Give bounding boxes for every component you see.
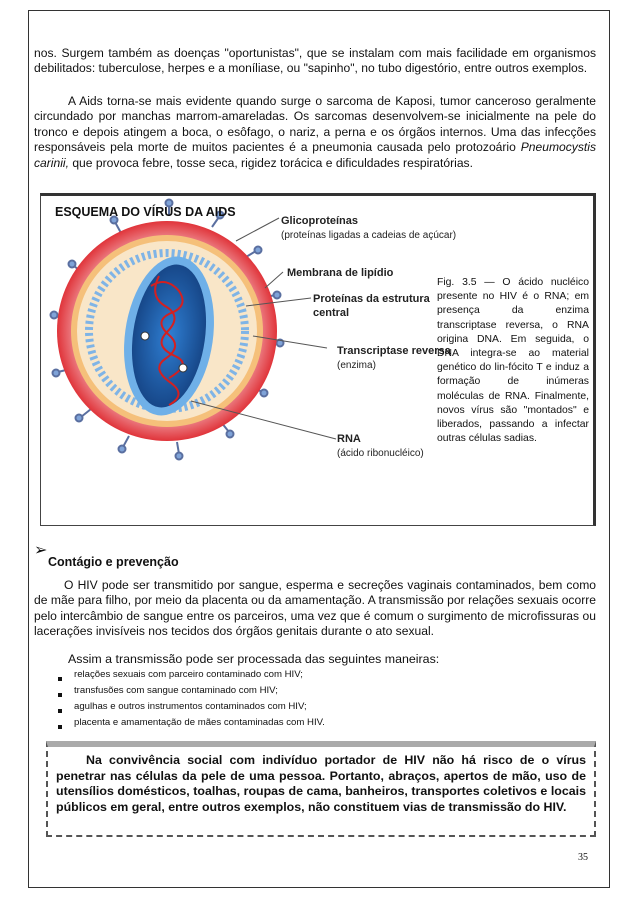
- body-paragraph-2: Assim a transmissão pode ser processada das seguintes maneiras:: [68, 652, 440, 666]
- label-rna-sub: (ácido ribonucléico): [337, 448, 424, 459]
- organism-name: Pneumocystis carinii,: [34, 140, 596, 170]
- transmission-list: [58, 668, 325, 732]
- intro-paragraph-2-end: que provoca febre, tosse seca, rigidez torácica e dificuldades respiratórias.: [68, 155, 473, 170]
- hiv-figure: [40, 193, 596, 526]
- label-lipid-membrane: Membrana de lipídio: [287, 267, 394, 279]
- label-glycoproteins-sub: (proteínas ligadas a cadeias de açúcar): [281, 230, 457, 241]
- figure-title: ESQUEMA DO VÍRUS DA AIDS: [55, 205, 236, 219]
- intro-paragraph-2-text: A Aids torna-se mais evidente quando surge o sarcoma de Kaposi, tumor canceroso geralmente circundado por manchas marrom-amareladas. Os sarcomas desenvolvem-se inicialmente na pele do tronco e depois atingem a boca, o esôfago, o nariz, a perna e os órgãos internos. Uma das infecções responsáveis pela morte de muitos pacientes é a pneumonia causada pelo protozoário: [34, 94, 596, 155]
- label-central-proteins-2: central: [313, 307, 350, 319]
- list-item: transfusões com sangue contaminado com HIV;: [58, 684, 325, 700]
- page-number: 35: [578, 852, 588, 863]
- figure-caption: Fig. 3.5 — O ácido nucléico presente no HIV é o RNA; em presença da enzima transcriptase reversa, o RNA origina DNA. Em seguida, o DNA integra-se ao material genético do lin-fócito T e induz a formação de inúmeras moléculas de RNA. Finalmente, novos vírus são "montados" e liberados, passando a infectar outras células sadias.: [437, 277, 589, 445]
- note-text: Na convivência social com indivíduo portador de HIV não há risco de o vírus penetrar nas células da pele de uma pessoa. Portanto, abraços, apertos de mão, uso de utensílios domésticos, toalhas, roupas de cama, banheiros, transportes coletivos e locais públicos em geral, entre outros exemplos, não constituem vias de transmissão do HIV.: [56, 753, 586, 814]
- reverse-transcriptase-dot: [141, 332, 149, 340]
- body-paragraph-1: O HIV pode ser transmitido por sangue, esperma e secreções vaginais contaminados, bem como de mãe para filho, por meio da placenta ou da amamentação. A transmissão por relações sexuais ocorre pelo intercâmbio de sangue entre os parceiros, uma vez que é comum o surgimento de microfissuras ou lacerações invisíveis nos tecidos dos órgãos genitais durante o ato sexual.: [34, 578, 596, 639]
- square-bullet-icon: [58, 725, 62, 729]
- note-box: [46, 741, 596, 837]
- label-reverse-transcriptase-sub: (enzima): [337, 360, 376, 371]
- label-central-proteins: Proteínas da estrutura: [313, 293, 430, 305]
- arrow-bullet-icon: ➢: [34, 542, 48, 559]
- label-reverse-transcriptase: Transcriptase reversa: [337, 345, 451, 357]
- square-bullet-icon: [58, 677, 62, 681]
- list-item: relações sexuais com parceiro contaminado com HIV;: [58, 668, 325, 684]
- square-bullet-icon: [58, 693, 62, 697]
- label-glycoproteins: Glicoproteínas: [281, 215, 359, 227]
- section-title: Contágio e prevenção: [48, 555, 179, 569]
- intro-paragraph-1: nos. Surgem também as doenças "oportunistas", que se instalam com mais facilidade em organismos debilitados: tuberculose, herpes e a moníliase, ou "sapinho", no tubo digestório, entre outros exemplos.: [34, 46, 596, 76]
- intro-paragraph-2: [34, 94, 596, 171]
- label-rna: RNA: [337, 433, 361, 445]
- square-bullet-icon: [58, 709, 62, 713]
- list-item: placenta e amamentação de mães contaminadas com HIV.: [58, 716, 325, 732]
- list-item: agulhas e outros instrumentos contaminados com HIV;: [58, 700, 325, 716]
